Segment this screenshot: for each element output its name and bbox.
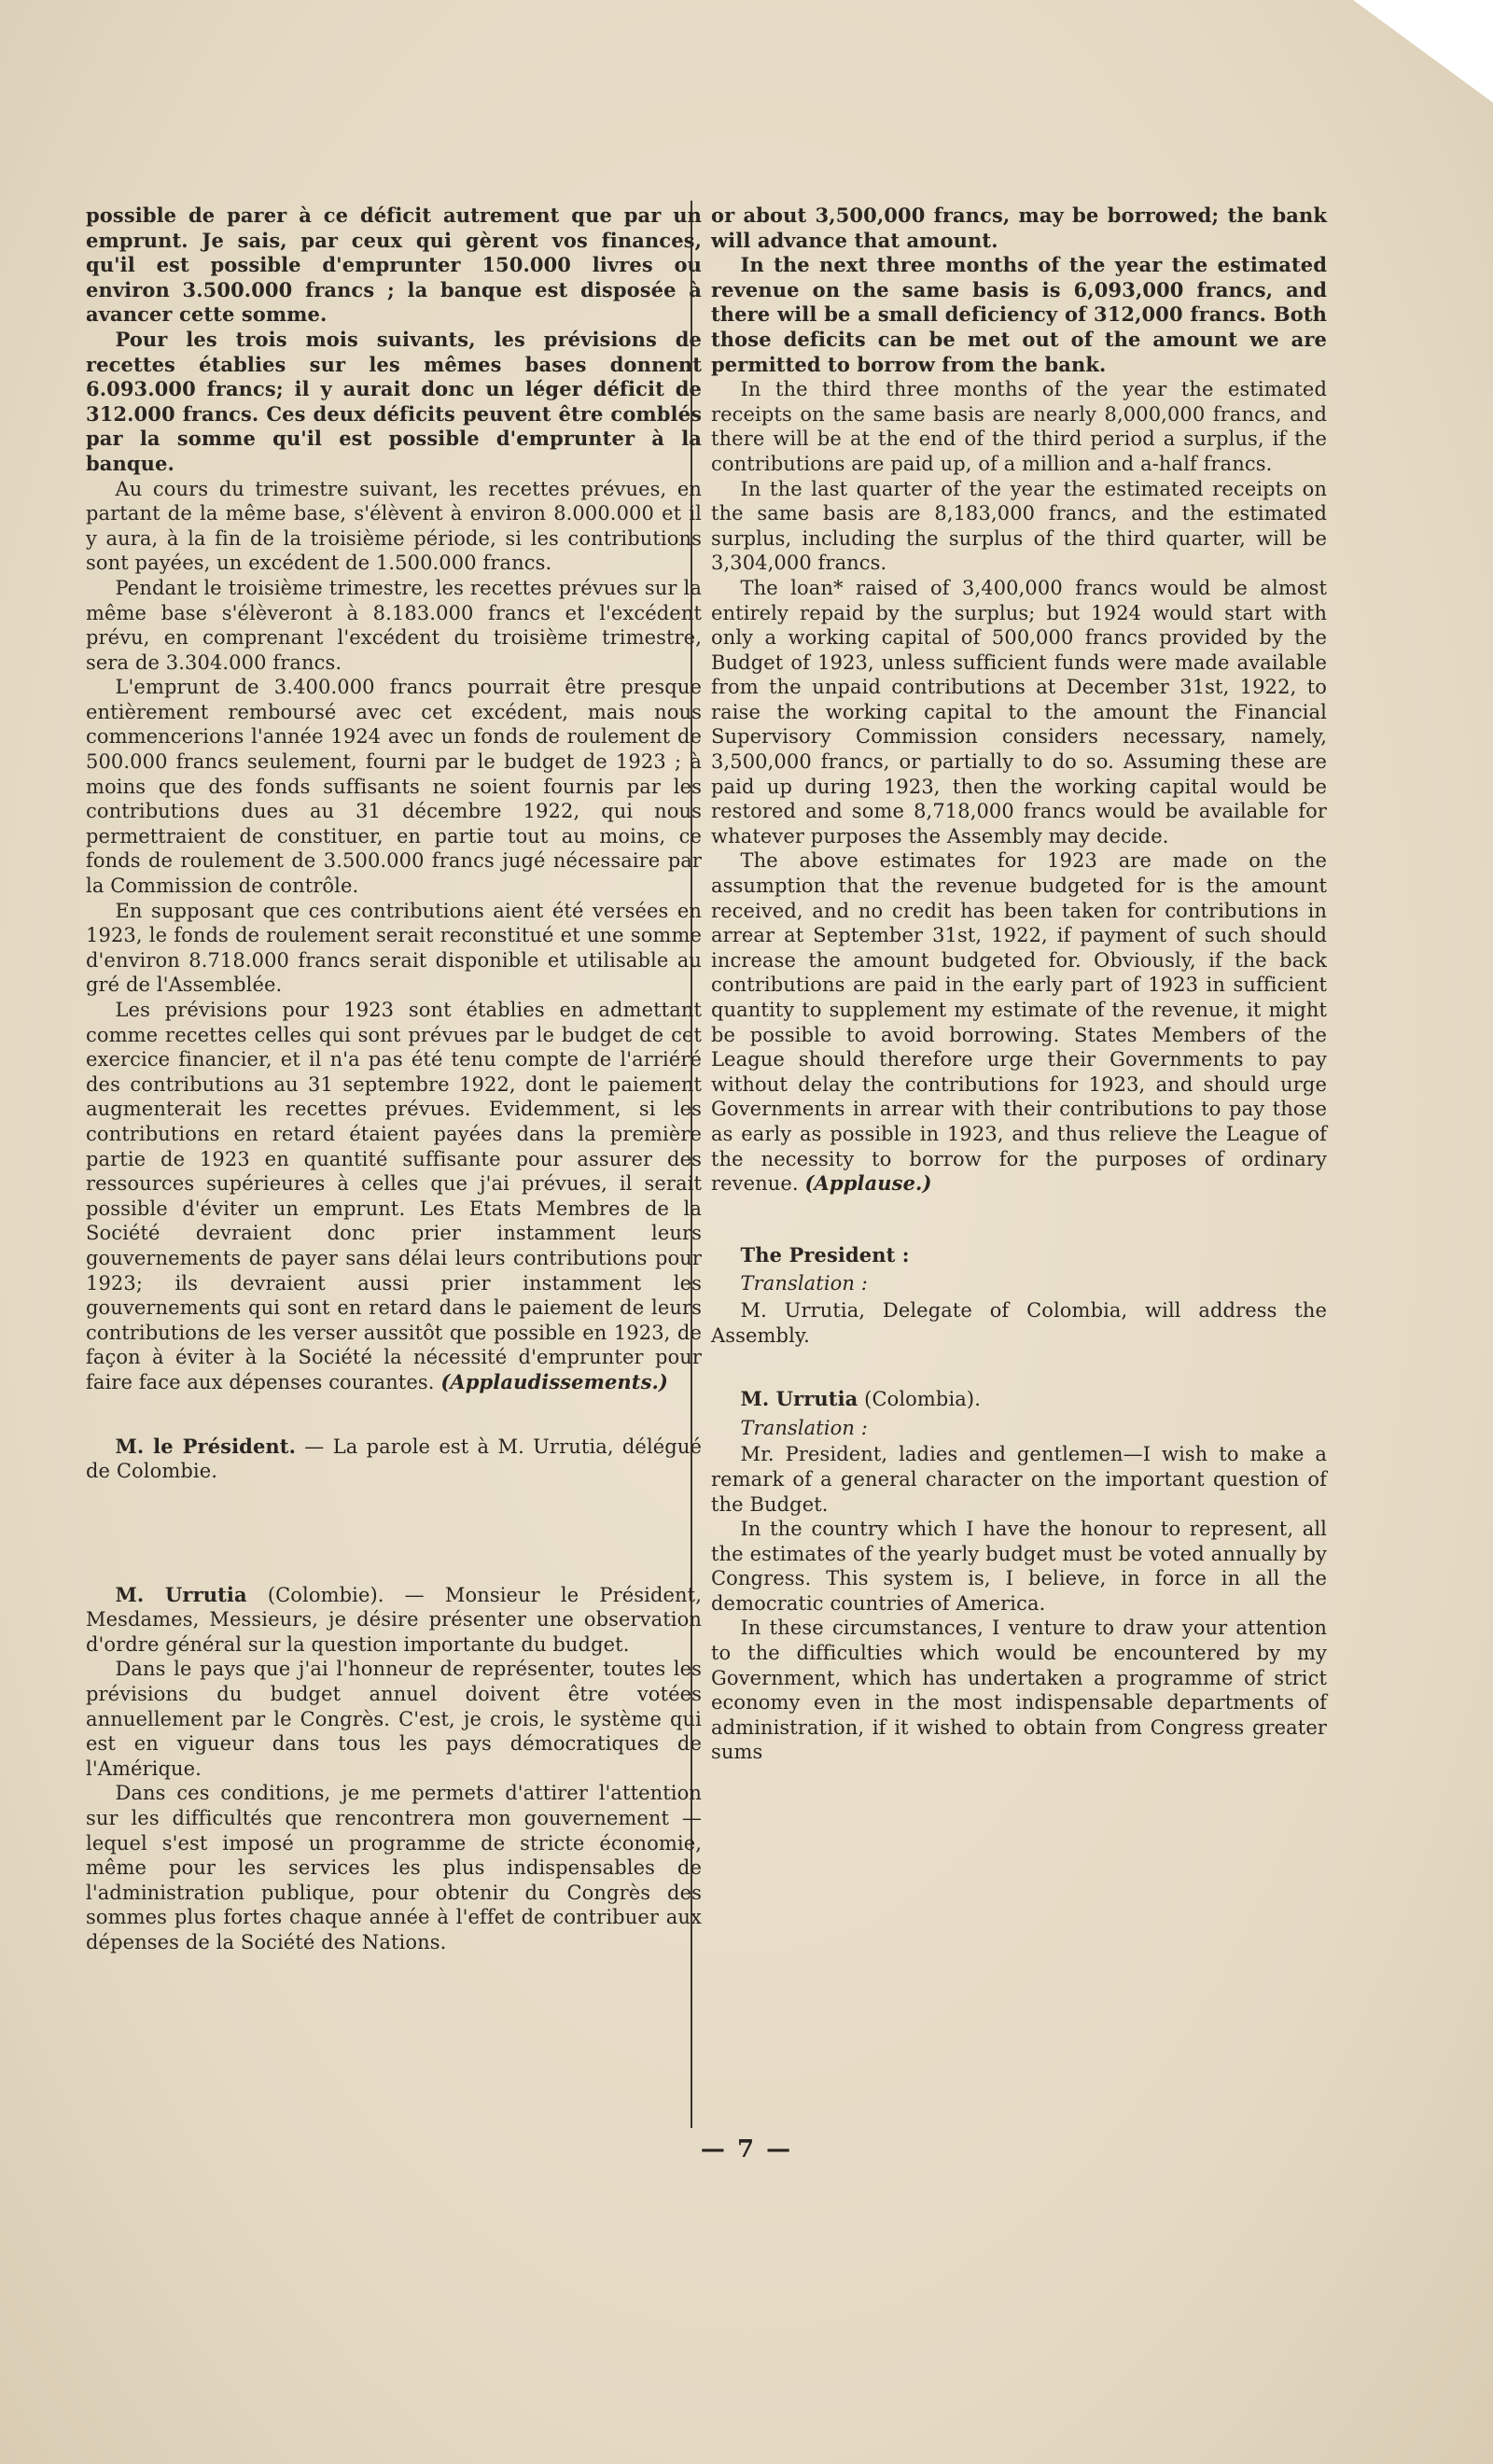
speaker-entry — [86, 1583, 702, 1658]
paragraph: Dans ces conditions, je me permets d'attirer l'attention sur les difficultés que rencontrera mon gouvernement — lequel s'est imposé un programme de stricte économie, même pour les services les plus indispensables de l'administration publique, pour obtenir du Congrès des sommes plus fortes chaque année à l'effet de contribuer aux dépenses de la Société des Nations. — [86, 1782, 702, 1953]
applause-note: (Applause.) — [804, 1171, 932, 1196]
speaker-text: (Colombia). — [864, 1388, 981, 1411]
applause-note: (Applaudissements.) — [440, 1369, 668, 1393]
speaker-entry — [711, 1387, 1327, 1412]
paragraph — [86, 998, 702, 1395]
translation-label: Translation : — [740, 1416, 868, 1439]
translation-label: Translation : — [740, 1272, 868, 1295]
speaker-name: M. Urrutia — [740, 1387, 858, 1411]
paragraph: In these circumstances, I venture to draw your attention to the difficulties which would be encountered by my Government, which has undertaken a programme of strict economy even in the most indispensable departments of administration, if it wished to obtain from Congress greater sums — [711, 1617, 1327, 1764]
paragraph: In the next three months of the year the estimated revenue on the same basis is 6,093,000 francs, and there will be a small deficiency of 312,000 francs. Both those deficits can be met out of the amount we are permitted to borrow from the bank. — [711, 253, 1327, 376]
french-column — [86, 203, 702, 1955]
paragraph: In the last quarter of the year the estimated receipts on the same basis are 8,183,000 francs, and the estimated surplus, including the surplus of the third quarter, will be 3,304,000 francs. — [711, 477, 1327, 575]
paragraph: En supposant que ces contributions aient été versées en 1923, le fonds de roulement serait reconstitué et une somme d'environ 8.718.000 francs serait disponible et utilisable au gré de l'Assemblée. — [86, 899, 702, 997]
paragraph: M. Urrutia, Delegate of Colombia, will address the Assembly. — [711, 1298, 1327, 1347]
speaker-text: (Colombie). — Monsieur le Président, Mesdames, Messieurs, je désire présenter une observation d'ordre général sur la question importante du budget. — [86, 1583, 702, 1656]
speaker-name: M. Urrutia — [115, 1582, 247, 1606]
paragraph: Dans le pays que j'ai l'honneur de représenter, toutes les prévisions du budget annuel doivent être votées annuellement par le Congrès. C'est, je crois, le système qui est en vigueur dans tous les pays démocratiques de l'Amérique. — [86, 1658, 702, 1780]
speaker-name: M. le Président. — [115, 1434, 296, 1458]
paragraph: Pour les trois mois suivants, les prévisions de recettes établies sur les mêmes bases donnent 6.093.000 francs; il y aurait donc un léger déficit de 312.000 francs. Ces deux déficits peuvent être comblés par la somme qu'il est possible d'emprunter à la banque. — [86, 327, 702, 475]
page-number: — 7 — — [700, 2135, 793, 2163]
paragraph: Mr. President, ladies and gentlemen—I wish to make a remark of a general character on the important question of the Budget. — [711, 1443, 1327, 1516]
torn-corner — [1353, 0, 1493, 103]
paragraph: Pendant le troisième trimestre, les recettes prévues sur la même base s'élèveront à 8.183.000 francs et l'excédent prévu, en comprenant l'excédent du troisième trimestre, sera de 3.304.000 francs. — [86, 576, 702, 674]
paragraph: L'emprunt de 3.400.000 francs pourrait être presque entièrement remboursé avec cet excédent, mais nous commencerions l'année 1924 avec un fonds de roulement de 500.000 francs seulement, fourni par le budget de 1923 ; à moins que des fonds suffisants ne soient fournis par les contributions dues au 31 décembre 1922, qui nous permettraient de constituer, en partie tout au moins, ce fonds de roulement de 3.500.000 francs jugé nécessaire par la Commission de contrôle. — [86, 676, 702, 898]
speaker-entry — [86, 1435, 702, 1484]
paragraph: possible de parer à ce déficit autrement que par un emprunt. Je sais, par ceux qui gèrent vos finances, qu'il est possible d'emprunter 150.000 livres ou environ 3.500.000 francs ; la banque est disposée à avancer cette somme. — [86, 203, 702, 327]
paragraph: The loan* raised of 3,400,000 francs would be almost entirely repaid by the surplus; but 1924 would start with only a working capital of 500,000 francs provided by the Budget of 1923, unless sufficient funds were made available from the unpaid contributions at December 31st, 1922, to raise the working capital to the amount the Financial Supervisory Commission considers necessary, namely, 3,500,000 francs, or partially to do so. Assuming these are paid up during 1923, then the working capital would be restored and some 8,718,000 francs would be available for whatever purposes the Assembly may decide. — [711, 576, 1327, 847]
paragraph-text: The above estimates for 1923 are made on the assumption that the revenue budgeted for is the amount received, and no credit has been taken for contributions in arrear at September 31st, 1922, if payment of such should increase the amount budgeted for. Obviously, if the back contributions are paid in the early part of 1923 in sufficient quantity to supplement my estimate of the revenue, it might be possible to avoid borrowing. States Members of the League should therefore urge their Governments to pay without delay the contributions for 1923, and should urge Governments in arrear with their contributions to pay those as early as possible in 1923, and thus relieve the League of the necessity to borrow for the purposes of ordinary revenue. — [711, 849, 1327, 1196]
paragraph — [711, 848, 1327, 1196]
paragraph: In the country which I have the honour to represent, all the estimates of the yearly budget must be voted annually by Congress. This system is, I believe, in force in all the democratic countries of America. — [711, 1518, 1327, 1615]
paragraph-text: Les prévisions pour 1923 sont établies en admettant comme recettes celles qui sont prévues par le budget de cet exercice financier, et il n'a pas été tenu compte de l'arriéré des contributions au 31 septembre 1922, dont le paiement augmenterait les recettes prévues. Evidemment, si les contributions en retard étaient payées dans la première partie de 1923 en quantité suffisante pour assurer des ressources supérieures à celles que j'ai prévues, il serait possible d'éviter un emprunt. Les Etats Membres de la Société devraient donc prier instamment leurs gouvernements de payer sans délai leurs contributions pour 1923; ils devraient aussi prier instamment les gouvernements qui sont en retard dans le paiement de leurs contributions de les verser aussitôt que possible en 1923, de façon à éviter à la Société la nécessité d'emprunter pour faire face aux dépenses courantes. — [86, 999, 702, 1393]
paragraph: or about 3,500,000 francs, may be borrowed; the bank will advance that amount. — [711, 203, 1327, 252]
paragraph: In the third three months of the year the estimated receipts on the same basis are nearly 8,000,000 francs, and there will be at the end of the third period a surplus, if the contributions are paid up, of a million and a-half francs. — [711, 378, 1327, 475]
paragraph: Au cours du trimestre suivant, les recettes prévues, en partant de la même base, s'élèvent à environ 8.000.000 et il y aura, à la fin de la troisième période, si les contributions sont payées, un excédent de 1.500.000 francs. — [86, 477, 702, 575]
speaker-text: — La parole est à M. Urrutia, délégué de Colombie. — [86, 1435, 702, 1483]
speaker-name: The President : — [740, 1242, 910, 1267]
english-column — [711, 203, 1327, 1765]
